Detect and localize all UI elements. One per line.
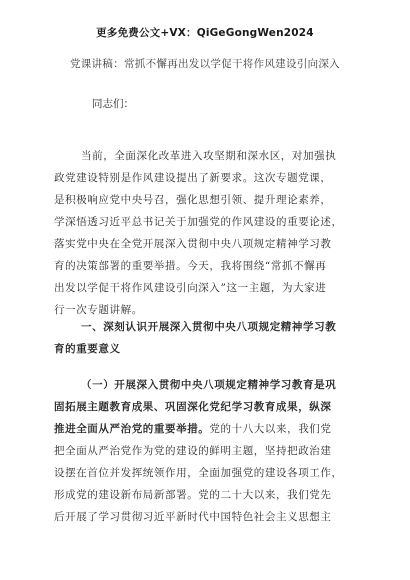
paragraph-line: 政党建设特别是作风建设提出了新要求。这次专题党课， <box>54 172 332 184</box>
paragraph-line-bold: 固拓展主题教育成果、巩固深化党纪学习教育成果，纵深 <box>54 401 332 413</box>
paragraph-line: 形成党的建设新布局新部署。党的二十大以来，我们党先 <box>54 489 332 501</box>
paragraph-line: 当前，全面深化改革进入攻坚期和深水区，对加强执 <box>81 150 337 162</box>
paragraph-significance <box>54 374 364 528</box>
paragraph-line: 出发以学促干将作风建设引向深入”这一主题，为大家进 <box>54 282 327 294</box>
paragraph-line-bold: 推进全面从严治党的重要举措。 <box>54 423 210 435</box>
paragraph-line: 设摆在首位并发挥统领作用，全面加强党的建设各项工作， <box>54 467 343 479</box>
paragraph-line: 把全面从严治党作为党的建设的鲜明主题，坚持把政治建 <box>54 445 332 457</box>
paragraph-intro <box>54 145 364 321</box>
section-heading <box>54 316 364 360</box>
salutation: 同志们： <box>92 98 134 110</box>
page-header: 更多免费公文+VX：QiGeGongWen2024 <box>96 27 314 39</box>
paragraph-line: 党的十八大以来，我们党 <box>209 423 332 435</box>
paragraph-line: 后开展了学习贯彻习近平新时代中国特色社会主义思想主 <box>54 511 332 523</box>
paragraph-line: 是积极响应党中央号召，强化思想引领、提升理论素养， <box>54 194 332 206</box>
paragraph-line: 学深悟透习近平总书记关于加强党的作风建设的重要论述， <box>54 216 343 228</box>
paragraph-line: 行一次专题讲解。 <box>54 304 143 316</box>
paragraph-line-bold: （一）开展深入贯彻中央八项规定精神学习教育是巩 <box>81 379 337 391</box>
heading-line: 育的重要意义 <box>54 343 121 355</box>
paragraph-line: 育的决策部署的重要举措。今天，我将围绕“常抓不懈再 <box>54 260 327 272</box>
document-title: 党课讲稿：常抓不懈再出发以学促干将作风建设引向深入 <box>70 58 340 70</box>
heading-line: 一、深刻认识开展深入贯彻中央八项规定精神学习教 <box>81 321 337 333</box>
paragraph-line: 落实党中央在全党开展深入贯彻中央八项规定精神学习教 <box>54 238 332 250</box>
